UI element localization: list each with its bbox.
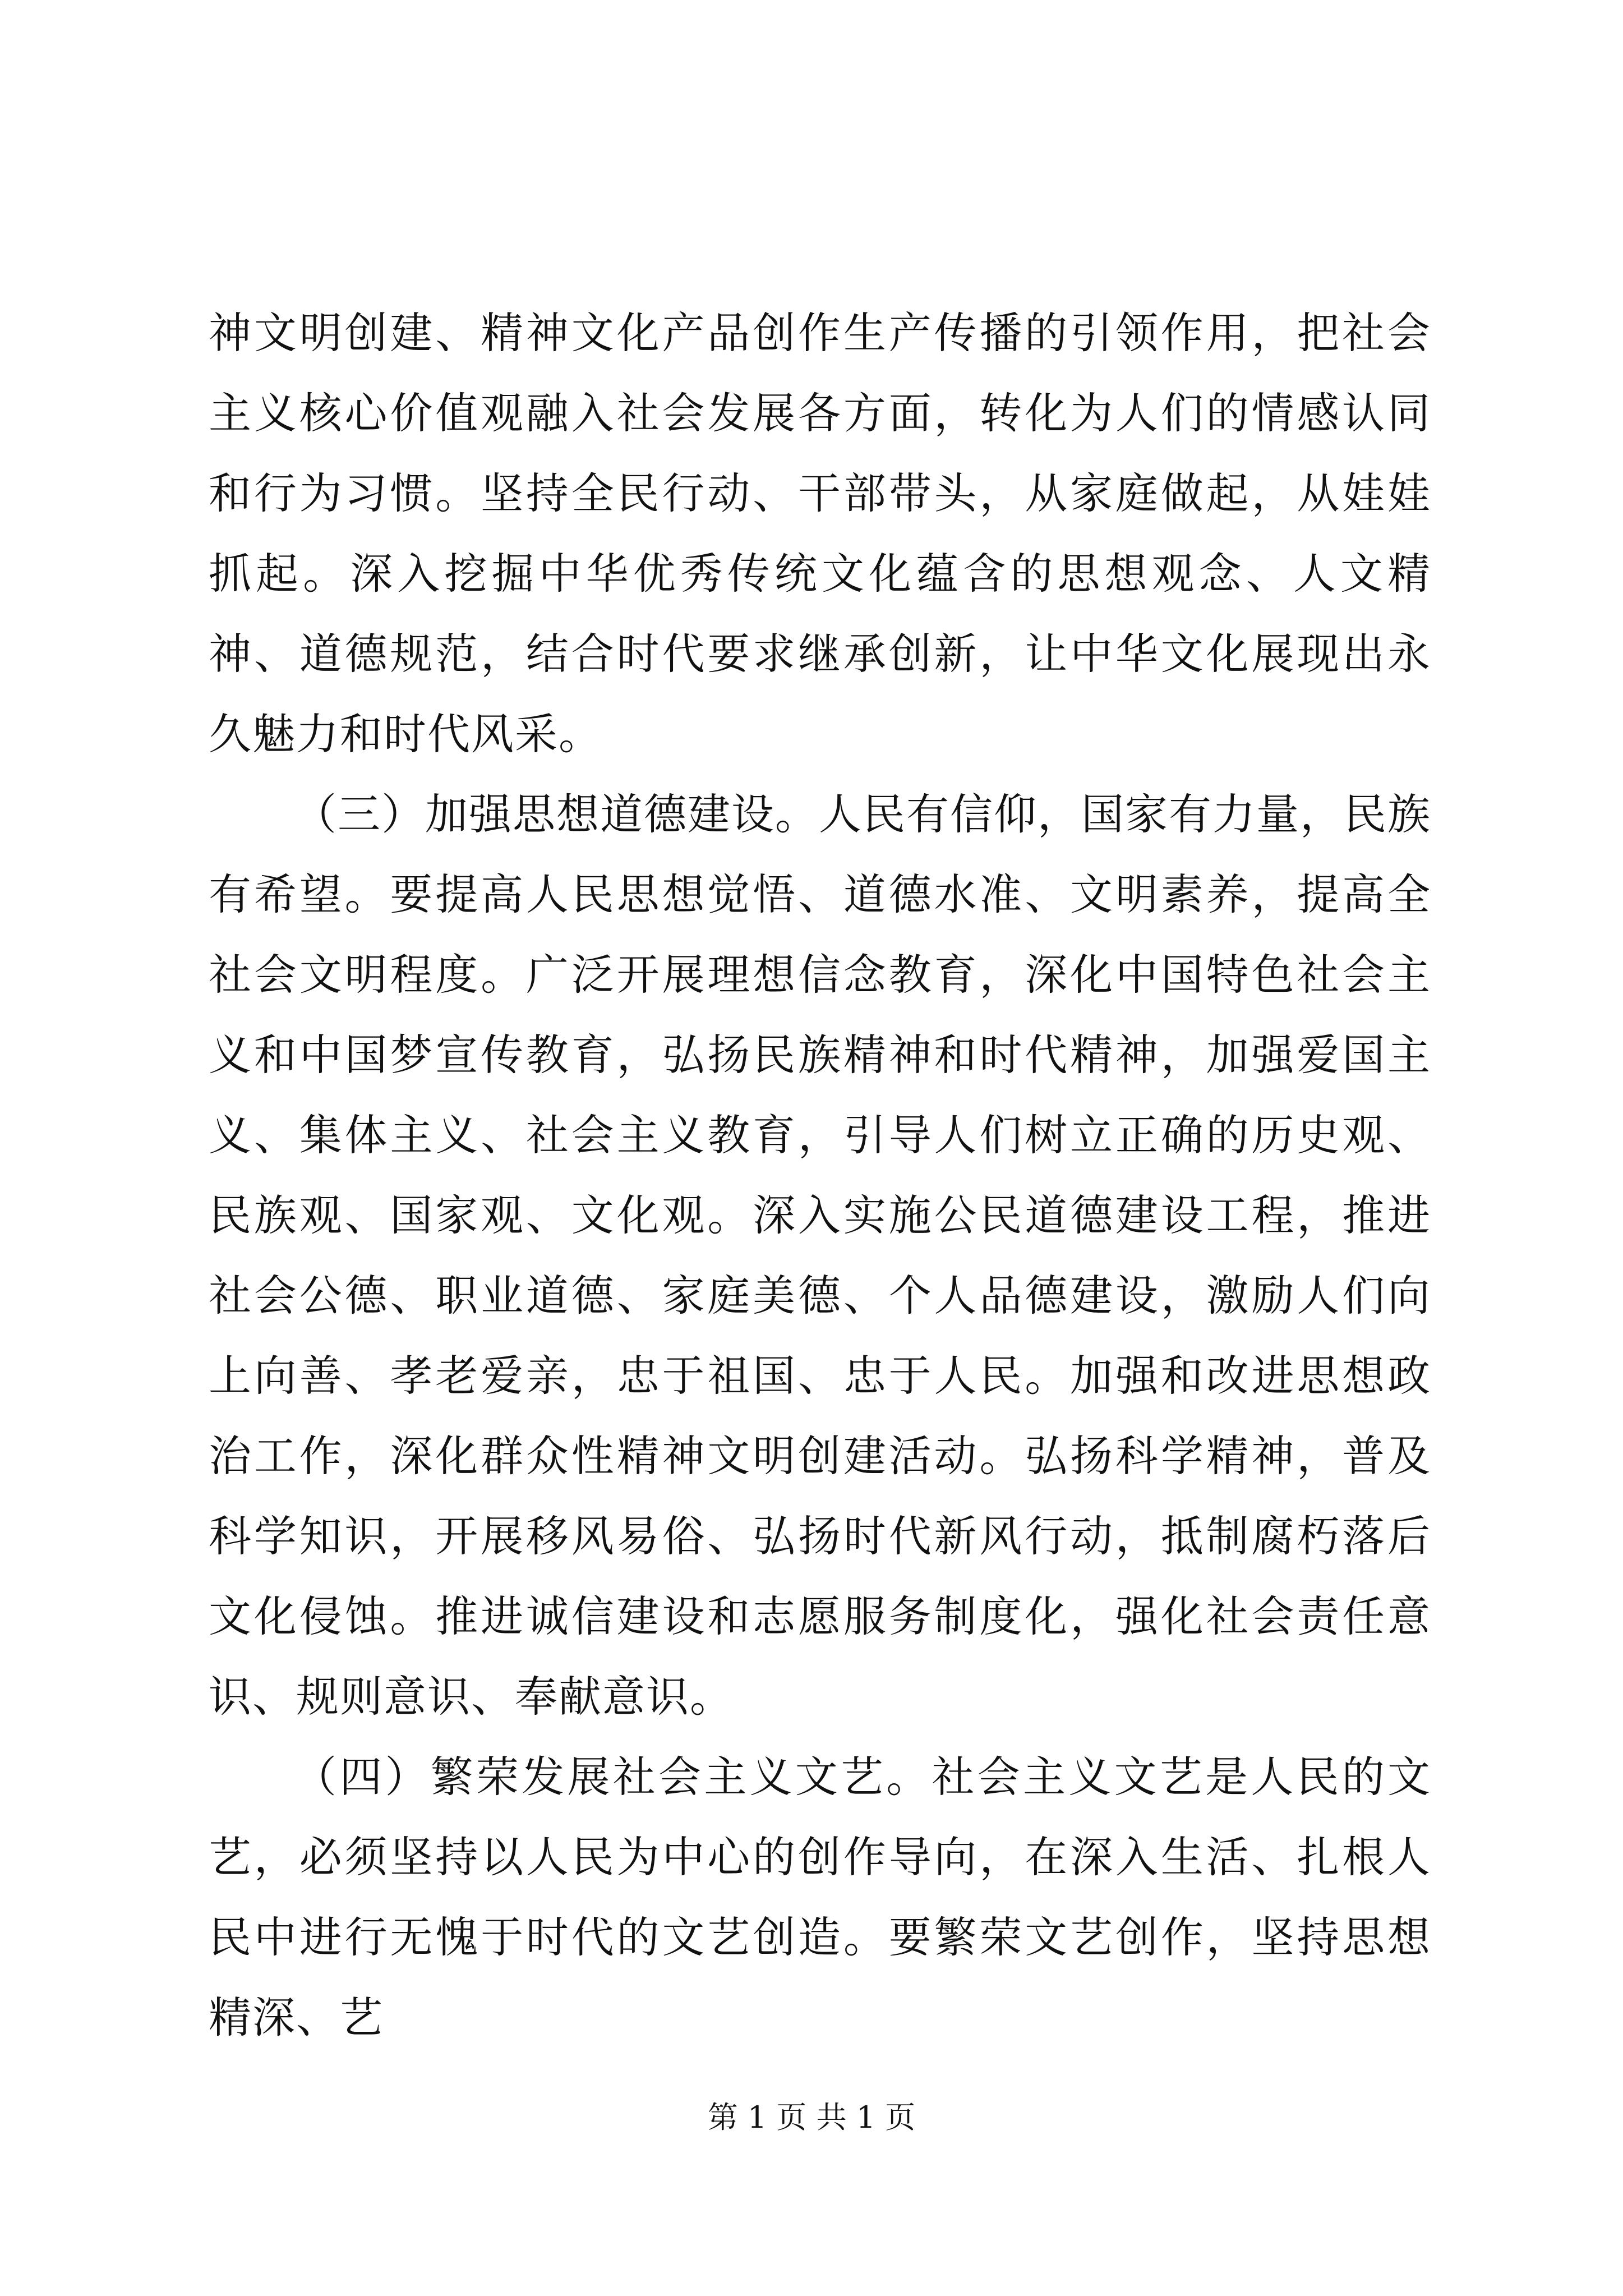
page-footer: 第 1 页 共 1 页 (707, 2100, 916, 2135)
paragraph-continuation: 神文明创建、精神文化产品创作生产传播的引领作用，把社会主义核心价值观融入社会发展各方面，转化为人们的情感认同和行为习惯。坚持全民行动、干部带头，从家庭做起，从娃娃抓起。深入挖掘中华优秀传统文化蕴含的思想观念、人文精神、道德规范，结合时代要求继承创新，让中华文化展现出永久魅力和时代风采。 (209, 308, 1431, 759)
body-text (209, 293, 1431, 2058)
paragraph-section-4: （四）繁荣发展社会主义文艺。社会主义文艺是人民的文艺，必须坚持以人民为中心的创作导向，在深入生活、扎根人民中进行无愧于时代的文艺创造。要繁荣文艺创作，坚持思想精深、艺 (209, 1752, 1431, 2042)
paragraph-section-3: （三）加强思想道德建设。人民有信仰，国家有力量，民族有希望。要提高人民思想觉悟、道德水准、文明素养，提高全社会文明程度。广泛开展理想信念教育，深化中国特色社会主义和中国梦宣传教育，弘扬民族精神和时代精神，加强爱国主义、集体主义、社会主义教育，引导人们树立正确的历史观、民族观、国家观、文化观。深入实施公民道德建设工程，推进社会公德、职业道德、家庭美德、个人品德建设，激励人们向上向善、孝老爱亲，忠于祖国、忠于人民。加强和改进思想政治工作，深化群众性精神文明创建活动。弘扬科学精神，普及科学知识，开展移风易俗、弘扬时代新风行动，抵制腐朽落后文化侵蚀。推进诚信建设和志愿服务制度化，强化社会责任意识、规则意识、奉献意识。 (209, 789, 1431, 1722)
